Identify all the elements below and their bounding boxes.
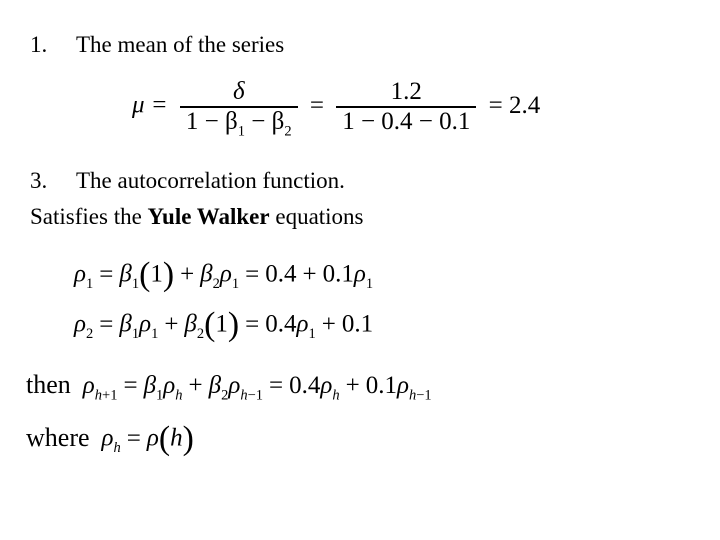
mean-fraction-2 <box>336 78 476 136</box>
mean-equation <box>132 78 546 140</box>
then-label: then <box>26 370 71 399</box>
where-equation: where $\rho_h = \rho(h)$ <box>26 420 194 457</box>
rho1-equation: $\rho_1 = \beta_1(1) + \beta_2\rho_1 = 0.4 + 0.1\rho_1$ <box>74 256 374 293</box>
item-3 <box>30 168 345 194</box>
mean-lhs: μ = <box>132 91 168 119</box>
yule-walker-line <box>30 204 364 230</box>
yule-walker-bold: Yule Walker <box>147 204 270 229</box>
item-1 <box>30 32 284 58</box>
mean-frac1-denominator: $1 - \beta_1 - \beta_2$ <box>185 108 292 140</box>
item-1-number: 1. <box>30 32 48 57</box>
mean-fraction-1 <box>180 78 298 140</box>
mean-frac1-numerator: δ <box>232 78 245 105</box>
item-3-text: The autocorrelation function. <box>76 168 345 193</box>
mean-frac2-numerator: 1.2 <box>390 78 422 105</box>
rho2-equation: $\rho_2 = \beta_1\rho_1 + \beta_2(1) = 0.4\rho_1 + 0.1$ <box>74 306 374 343</box>
where-label: where <box>26 422 90 452</box>
item-1-text: The mean of the series <box>76 32 285 57</box>
yule-prefix: Satisfies the <box>30 204 148 229</box>
yule-suffix: equations <box>269 204 364 229</box>
mean-result: = 2.4 <box>488 91 541 119</box>
item-3-number: 3. <box>30 168 48 193</box>
mean-equals: = <box>309 91 324 119</box>
mean-frac2-denominator: 1 − 0.4 − 0.1 <box>342 108 471 135</box>
then-equation: then $\rho_{h+1} = \beta_1\rho_h + \beta_2\rho_{h-1} = 0.4\rho_h + 0.1\rho_{h-1}$ <box>26 370 432 404</box>
